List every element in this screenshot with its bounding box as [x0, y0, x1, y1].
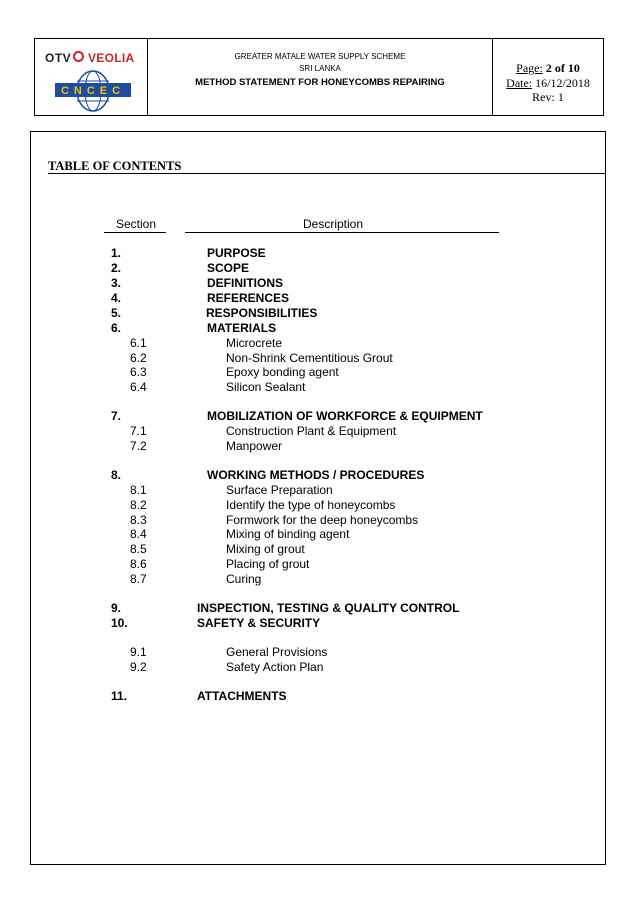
veolia-mark-icon	[73, 51, 84, 62]
column-header-section: Section	[116, 217, 157, 231]
toc-subentry-text: General Provisions	[226, 645, 328, 659]
otv-logo-text: OTV	[45, 51, 72, 65]
toc-subentry-number: 8.1	[130, 483, 147, 497]
toc-entry-number: 5.	[111, 306, 122, 320]
date-label: Date:	[506, 76, 533, 90]
toc-subentry-number: 6.2	[130, 351, 147, 365]
toc-subentry-number: 8.2	[130, 498, 147, 512]
toc-entry-text: WORKING METHODS / PROCEDURES	[207, 468, 425, 482]
toc-entry-number: 7.	[111, 409, 122, 423]
toc-subentry-text: Formwork for the deep honeycombs	[226, 513, 419, 527]
toc-subentry-text: Construction Plant & Equipment	[226, 424, 397, 438]
toc-title: TABLE OF CONTENTS	[48, 159, 182, 173]
toc-subentry-text: Non-Shrink Cementitious Grout	[226, 351, 393, 365]
logo-cell	[35, 39, 148, 115]
toc-entry-number: 10.	[111, 616, 128, 630]
toc-subentry-number: 9.2	[130, 660, 147, 674]
toc-subentry-text: Silicon Sealant	[226, 380, 306, 394]
date-value: 16/12/2018	[535, 76, 590, 90]
toc-subentry-text: Surface Preparation	[226, 483, 333, 497]
column-header-description: Description	[303, 217, 364, 231]
toc-subentry-text: Placing of grout	[226, 557, 310, 571]
date-info	[493, 76, 603, 91]
cncec-logo	[53, 69, 133, 113]
description-underline	[185, 232, 499, 233]
toc-subentry-text: Mixing of binding agent	[226, 527, 350, 541]
toc-subentry-number: 9.1	[130, 645, 147, 659]
toc-subentry-number: 6.1	[130, 336, 147, 350]
toc-entry-number: 8.	[111, 468, 122, 482]
toc-entry-number: 3.	[111, 276, 122, 290]
toc-subentry-number: 7.1	[130, 424, 147, 438]
toc-entry-text: MOBILIZATION OF WORKFORCE & EQUIPMENT	[207, 409, 483, 423]
toc-entry-number: 1.	[111, 246, 122, 260]
toc-subentry-number: 6.3	[130, 365, 147, 379]
toc-subentry-number: 8.7	[130, 572, 147, 586]
page-value: 2 of 10	[545, 61, 580, 75]
page-label: Page:	[516, 61, 543, 75]
toc-subentry-text: Curing	[226, 572, 262, 586]
toc-entry-text: INSPECTION, TESTING & QUALITY CONTROL	[197, 601, 460, 615]
toc-subentry-number: 8.3	[130, 513, 147, 527]
toc-entry-text: SCOPE	[207, 261, 250, 275]
section-underline	[104, 232, 166, 233]
scheme-name: GREATER MATALE WATER SUPPLY SCHEME	[234, 52, 406, 61]
veolia-logo-text: VEOLIA	[88, 51, 135, 65]
toc-entry-text: DEFINITIONS	[207, 276, 284, 290]
cncec-logo-text: CNCEC	[60, 85, 126, 97]
document-title: METHOD STATEMENT FOR HONEYCOMBS REPAIRING	[195, 77, 445, 88]
toc-entry-number: 2.	[111, 261, 122, 275]
toc-subentry-number: 8.4	[130, 527, 147, 541]
toc-entry-text: REFERENCES	[207, 291, 290, 305]
toc-entry-text: PURPOSE	[207, 246, 266, 260]
toc-subentry-number: 6.4	[130, 380, 147, 394]
country-name: SRI LANKA	[299, 64, 341, 73]
toc-entry-number: 9.	[111, 601, 122, 615]
toc-subentry-text: Mixing of grout	[226, 542, 305, 556]
toc-subentry-text: Identify the type of honeycombs	[226, 498, 396, 512]
toc-entry-text: MATERIALS	[207, 321, 277, 335]
toc-subentry-number: 8.5	[130, 542, 147, 556]
toc-subentry-text: Safety Action Plan	[226, 660, 324, 674]
toc-subentry-text: Manpower	[226, 439, 283, 453]
revision: Rev: 1	[532, 90, 564, 104]
toc-subentry-text: Epoxy bonding agent	[226, 365, 339, 379]
header-meta-cell	[493, 39, 603, 115]
toc-entry-text: SAFETY & SECURITY	[197, 616, 321, 630]
toc-entry-number: 4.	[111, 291, 122, 305]
toc-entry-number: 6.	[111, 321, 122, 335]
toc-divider	[48, 173, 606, 174]
toc-entry-text: ATTACHMENTS	[197, 689, 287, 703]
toc-entry-text: RESPONSIBILITIES	[206, 306, 318, 320]
document-header	[34, 38, 604, 116]
toc-subentry-number: 7.2	[130, 439, 147, 453]
page-info	[493, 61, 603, 76]
toc-subentry-number: 8.6	[130, 557, 147, 571]
header-title-cell	[148, 39, 493, 115]
toc-subentry-text: Microcrete	[226, 336, 283, 350]
toc-entry-number: 11.	[111, 689, 128, 703]
